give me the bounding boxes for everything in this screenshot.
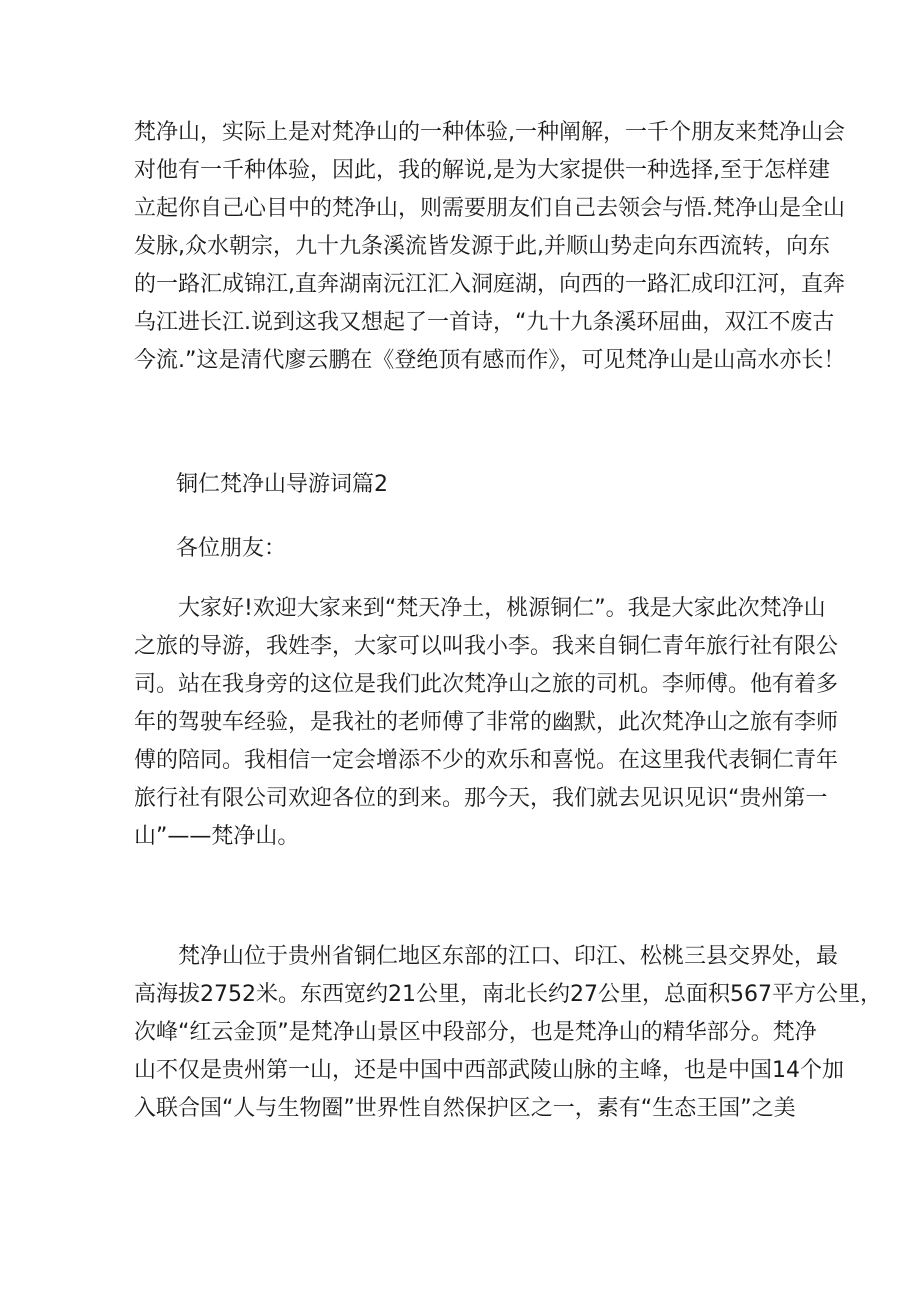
paragraph-line: 梵净山位于贵州省铜仁地区东部的江口、印江、松桃三县交界处，最 (134, 944, 839, 969)
paragraph-line: 乌江进长江.说到这我又想起了一首诗，“九十九条溪环屈曲，双江不废古 (134, 310, 835, 335)
paragraph-line: 大家好!欢迎大家来到“梵天净土，桃源铜仁”。我是大家此次梵净山 (134, 596, 826, 621)
paragraph-line: 旅行社有限公司欢迎各位的到来。那今天，我们就去见识见识“贵州第一 (134, 786, 828, 811)
paragraph-line: 年的驾驶车经验，是我社的老师傅了非常的幽默，此次梵净山之旅有李师 (134, 710, 839, 735)
paragraph-line: 的一路汇成锦江,直奔湖南沅江汇入洞庭湖，向西的一路汇成印江河，直奔 (134, 272, 845, 297)
paragraph-2 (134, 590, 839, 856)
paragraph-line: 山”——梵净山。 (134, 824, 300, 849)
paragraph-line: 山不仅是贵州第一山，还是中国中西部武陵山脉的主峰，也是中国14个加 (134, 1058, 844, 1083)
paragraph-line: 傅的陪同。我相信一定会增添不少的欢乐和喜悦。在这里我代表铜仁青年 (134, 748, 839, 773)
paragraph-line: 次峰“红云金顶”是梵净山景区中段部分，也是梵净山的精华部分。梵净 (134, 1020, 817, 1045)
paragraph-line: 今流.”这是清代廖云鹏在《登绝顶有感而作》，可见梵净山是山高水亦长！ (134, 348, 846, 373)
paragraph-3 (134, 938, 882, 1128)
section-heading: 铜仁梵净山导游词篇2 (176, 472, 388, 497)
greeting: 各位朋友： (176, 536, 287, 561)
paragraph-line: 司。站在我身旁的这位是我们此次梵净山之旅的司机。李师傅。他有着多 (134, 672, 839, 697)
paragraph-line: 立起你自己心目中的梵净山，则需要朋友们自己去领会与悟.梵净山是全山 (134, 196, 845, 221)
paragraph-line: 入联合国“人与生物圈”世界性自然保护区之一，素有“生态王国”之美 (134, 1096, 796, 1121)
paragraph-line: 发脉,众水朝宗，九十九条溪流皆发源于此,并顺山势走向东西流转，向东 (134, 234, 830, 259)
paragraph-line: 对他有一千种体验，因此，我的解说,是为大家提供一种选择,至于怎样建 (134, 158, 830, 183)
paragraph-line: 高海拔2752米。东西宽约21公里，南北长约27公里，总面积567平方公里， (134, 982, 882, 1007)
paragraph-line: 之旅的导游，我姓李，大家可以叫我小李。我来自铜仁青年旅行社有限公 (134, 634, 839, 659)
paragraph-1 (134, 114, 846, 380)
paragraph-line: 梵净山，实际上是对梵净山的一种体验,一种阐解，一千个朋友来梵净山会 (134, 120, 845, 145)
